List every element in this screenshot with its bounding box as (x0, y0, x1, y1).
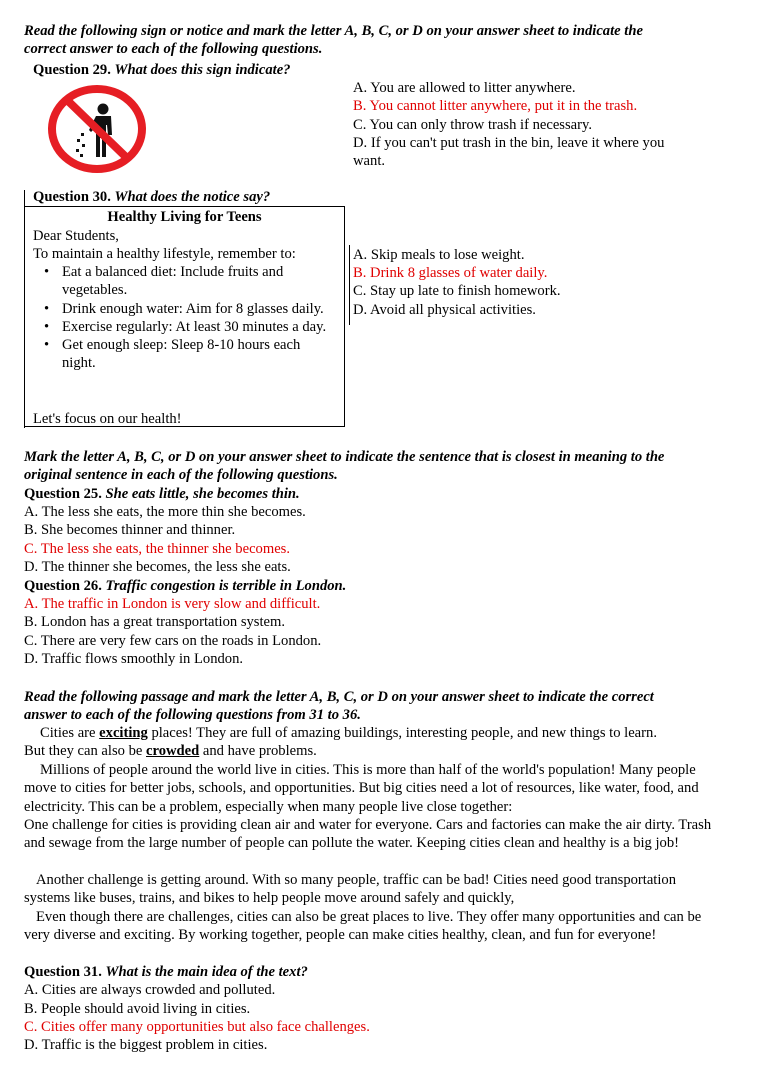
passage-underlined-exciting: exciting (99, 725, 148, 741)
passage-p1-part-b: places! They are full of amazing buildings, interesting people, and new things to learn. (147, 725, 657, 741)
q26-question: Traffic congestion is terrible in London. (105, 578, 347, 594)
q25-number: Question 25. (24, 486, 102, 502)
q26-option-c[interactable]: C. There are very few cars on the roads in London. (24, 633, 322, 649)
q30-options-divider (349, 245, 350, 325)
section2-instruction-line2: original sentence in each of the following questions. (24, 467, 338, 483)
passage-p1-part-c: But they can also be (24, 743, 146, 760)
notice-intro: To maintain a healthy lifestyle, remember to: (33, 246, 296, 262)
notice-item: • Exercise regularly: At least 30 minutes a day. (62, 318, 334, 336)
passage-paragraph-4: Another challenge is getting around. With so many people, traffic can be bad! Cities need good transportation systems like buses, trains, and bikes to help people move around safely and quickly, (24, 872, 677, 907)
q30-number: Question 30. (33, 189, 111, 205)
no-littering-sign-icon (47, 83, 149, 175)
q29-option-a[interactable]: A. You are allowed to litter anywhere. (353, 80, 576, 96)
q30-question: What does the notice say? (114, 189, 271, 205)
passage-underlined-crowded: crowded (146, 743, 200, 760)
section3-instruction-line2: answer to each of the following questions from 31 to 36. (24, 707, 361, 723)
q29-question: What does this sign indicate? (114, 62, 291, 78)
notice-item: • Get enough sleep: Sleep 8-10 hours each night. (62, 336, 334, 373)
q26-option-a[interactable]: A. The traffic in London is very slow and difficult. (24, 596, 321, 612)
q25-option-a[interactable]: A. The less she eats, the more thin she becomes. (24, 504, 306, 520)
q29-option-c[interactable]: C. You can only throw trash if necessary. (353, 117, 592, 133)
notice-item: • Drink enough water: Aim for 8 glasses daily. (62, 300, 334, 318)
section1-instruction-line2: correct answer to each of the following questions. (24, 41, 323, 57)
q29-heading (33, 61, 290, 79)
q29-number: Question 29. (33, 62, 111, 78)
q25-option-d[interactable]: D. The thinner she becomes, the less she eats. (24, 559, 291, 575)
q29-option-d[interactable]: D. If you can't put trash in the bin, leave it where you (353, 135, 665, 151)
section1-instruction-line1: Read the following sign or notice and mark the letter A, B, C, or D on your answer sheet to indicate the (24, 23, 643, 39)
passage-p1-part-d: and have problems. (199, 743, 317, 760)
q31-option-b[interactable]: B. People should avoid living in cities. (24, 1001, 251, 1017)
q26-option-d[interactable]: D. Traffic flows smoothly in London. (24, 651, 244, 667)
q30-option-a[interactable]: A. Skip meals to lose weight. (353, 247, 525, 263)
q31-option-a[interactable]: A. Cities are always crowded and polluted. (24, 982, 276, 998)
q30-heading (33, 188, 270, 206)
q25-option-b[interactable]: B. She becomes thinner and thinner. (24, 522, 236, 538)
q25-question: She eats little, she becomes thin. (105, 486, 300, 502)
passage-paragraph-1 (24, 724, 724, 761)
q26-option-b[interactable]: B. London has a great transportation system. (24, 614, 286, 630)
section3-instruction-line1: Read the following passage and mark the letter A, B, C, or D on your answer sheet to indicate the correct (24, 689, 654, 705)
q29-option-b[interactable]: B. You cannot litter anywhere, put it in the trash. (353, 98, 638, 114)
q30-option-c[interactable]: C. Stay up late to finish homework. (353, 283, 561, 299)
q26-heading (24, 577, 346, 595)
q25-heading (24, 485, 300, 503)
notice-item: • Eat a balanced diet: Include fruits and vegetables. (62, 263, 334, 300)
section2-instruction-line1: Mark the letter A, B, C, or D on your answer sheet to indicate the sentence that is closest in meaning to the (24, 449, 665, 465)
q30-option-b[interactable]: B. Drink 8 glasses of water daily. (353, 265, 548, 281)
notice-title: Healthy Living for Teens (107, 209, 262, 225)
notice-closing: Let's focus on our health! (33, 411, 182, 427)
passage-paragraph-5: Even though there are challenges, cities can also be great places to live. They offer many opportunities and can be very diverse and exciting. By working together, people can make cities healthy, clean, and fun for everyone! (24, 909, 702, 944)
q31-option-d[interactable]: D. Traffic is the biggest problem in cities. (24, 1037, 268, 1053)
notice-greeting: Dear Students, (33, 228, 119, 244)
q31-option-c[interactable]: C. Cities offer many opportunities but also face challenges. (24, 1019, 370, 1035)
q30-option-d[interactable]: D. Avoid all physical activities. (353, 302, 536, 318)
q31-heading (24, 963, 308, 981)
q29-option-d-cont: want. (353, 153, 386, 169)
passage-p1-part-a: Cities are (40, 725, 100, 741)
q31-question: What is the main idea of the text? (105, 964, 308, 980)
notice-list (62, 263, 334, 373)
q31-number: Question 31. (24, 964, 102, 980)
q25-option-c[interactable]: C. The less she eats, the thinner she becomes. (24, 541, 291, 557)
passage-paragraph-2: Millions of people around the world live in cities. This is more than half of the world's population! Many people move to cities for better jobs, schools, and opportunities. But big cities need a lot of resources, like water, food, and electricity. This can be a problem, especially when many people live close together: (24, 762, 699, 815)
q26-number: Question 26. (24, 578, 102, 594)
passage-paragraph-3: One challenge for cities is providing clean air and water for everyone. Cars and factories can make the air dirty. Trash and sewage from the large number of people can pollute the water. Keeping cities clean and healthy is a big job! (24, 817, 712, 852)
